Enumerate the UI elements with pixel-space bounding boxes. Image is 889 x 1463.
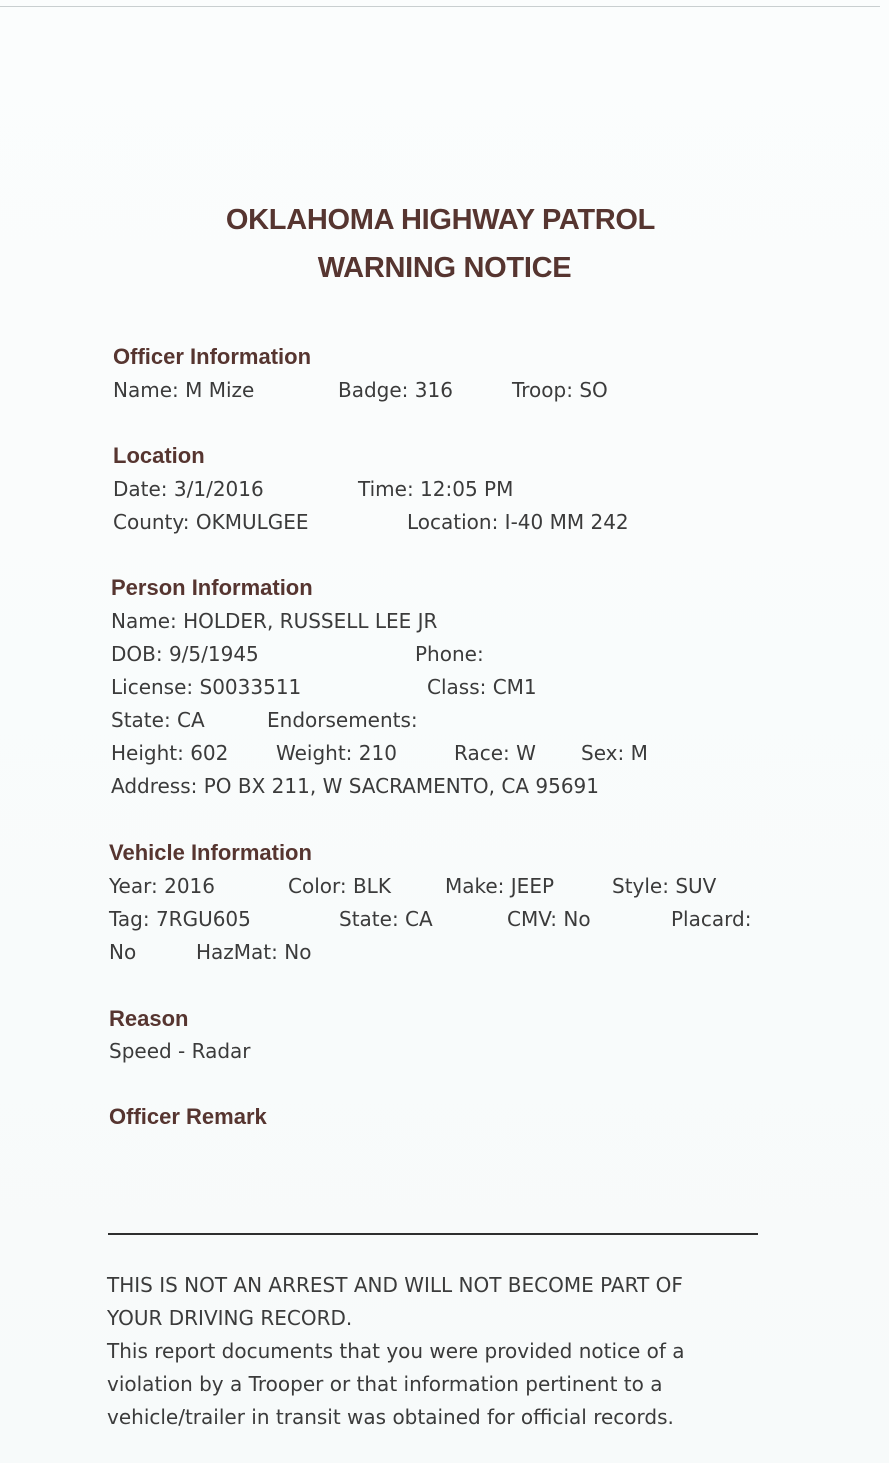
vehicle-color: Color: BLK: [288, 874, 391, 898]
disclaimer-line-4: violation by a Trooper or that information pertinent to a: [107, 1372, 663, 1396]
location-county: County: OKMULGEE: [113, 510, 309, 534]
disclaimer-line-1: THIS IS NOT AN ARREST AND WILL NOT BECOME PART OF: [107, 1273, 683, 1297]
vehicle-year: Year: 2016: [109, 874, 215, 898]
vehicle-placard-value: No: [109, 940, 137, 964]
vehicle-style: Style: SUV: [612, 874, 717, 898]
title-agency: OKLAHOMA HIGHWAY PATROL: [225, 204, 656, 236]
person-license: License: S0033511: [111, 675, 302, 699]
person-endorsements: Endorsements:: [267, 708, 418, 732]
vehicle-cmv: CMV: No: [507, 907, 591, 931]
remark-heading: Officer Remark: [109, 1104, 267, 1129]
person-phone: Phone:: [415, 642, 484, 666]
location-place: Location: I-40 MM 242: [407, 510, 629, 534]
person-address: Address: PO BX 211, W SACRAMENTO, CA 95691: [111, 774, 599, 798]
officer-heading: Officer Information: [113, 344, 312, 369]
person-sex: Sex: M: [581, 741, 648, 765]
person-weight: Weight: 210: [276, 741, 397, 765]
person-dob: DOB: 9/5/1945: [111, 642, 259, 666]
location-time: Time: 12:05 PM: [358, 477, 514, 501]
reason-text: Speed - Radar: [109, 1039, 251, 1063]
person-race: Race: W: [454, 741, 536, 765]
disclaimer-line-5: vehicle/trailer in transit was obtained for official records.: [107, 1405, 674, 1429]
disclaimer-line-2: YOUR DRIVING RECORD.: [107, 1306, 353, 1330]
person-state: State: CA: [111, 708, 205, 732]
location-date: Date: 3/1/2016: [113, 477, 264, 501]
vehicle-make: Make: JEEP: [445, 874, 555, 898]
location-heading: Location: [113, 443, 205, 468]
vehicle-state: State: CA: [339, 907, 433, 931]
signature-divider: [108, 1233, 758, 1235]
person-height: Height: 602: [111, 741, 229, 765]
page-top-edge: [0, 6, 880, 7]
person-license-class: Class: CM1: [427, 675, 537, 699]
reason-heading: Reason: [109, 1006, 189, 1031]
officer-name: Name: M Mize: [113, 378, 255, 402]
title-notice-type: WARNING NOTICE: [317, 252, 572, 284]
vehicle-tag: Tag: 7RGU605: [109, 907, 251, 931]
vehicle-hazmat: HazMat: No: [196, 940, 312, 964]
disclaimer-line-3: This report documents that you were provided notice of a: [107, 1339, 685, 1363]
vehicle-heading: Vehicle Information: [109, 840, 312, 865]
vehicle-placard-label: Placard:: [671, 907, 752, 931]
officer-badge: Badge: 316: [338, 378, 453, 402]
person-name: Name: HOLDER, RUSSELL LEE JR: [111, 609, 438, 633]
officer-troop: Troop: SO: [512, 378, 608, 402]
person-heading: Person Information: [111, 575, 313, 600]
